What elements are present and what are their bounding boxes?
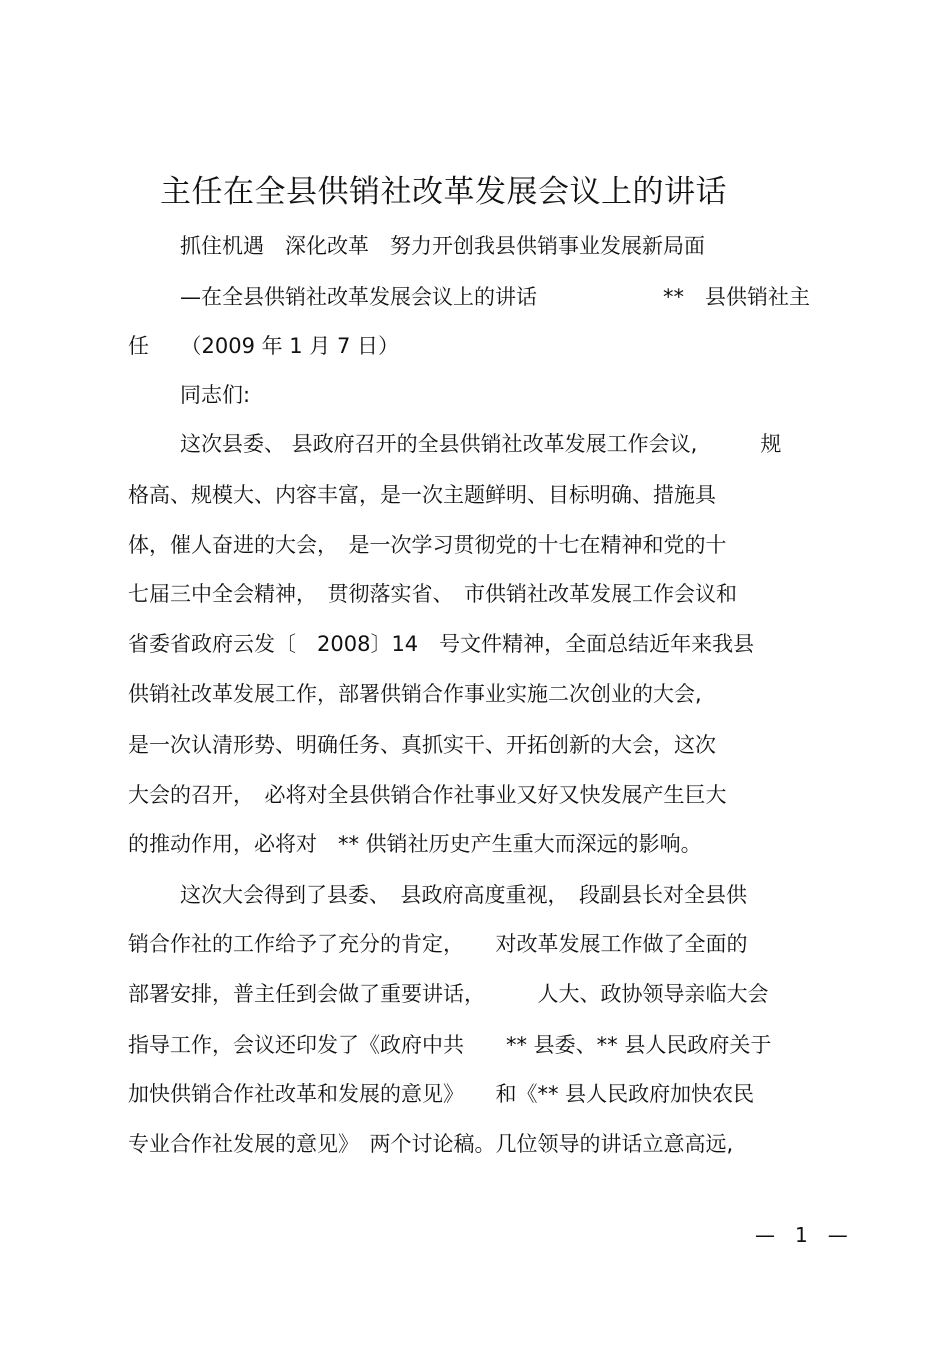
byline-line-2: 任 （2009 年 1 月 7 日） <box>128 334 400 358</box>
paragraph-line: 的推动作用，必将对 ** 供销社历史产生重大而深远的影响。 <box>128 832 702 856</box>
paragraph-line: 供销社改革发展工作，部署供销合作事业实施二次创业的大会, <box>128 682 702 706</box>
paragraph-line: 省委省政府云发〔 2008〕14 号文件精神，全面总结近年来我县 <box>128 632 755 656</box>
paragraph-line: 七届三中全会精神， 贯彻落实省、 市供销社改革发展工作会议和 <box>128 582 737 606</box>
paragraph-line: 指导工作，会议还印发了《政府中共 ** 县委、** 县人民政府关于 <box>128 1033 772 1057</box>
paragraph-line: 加快供销合作社改革和发展的意见》 和《** 县人民政府加快农民 <box>128 1082 755 1106</box>
paragraph-line: 销合作社的工作给予了充分的肯定， 对改革发展工作做了全面的 <box>128 932 748 956</box>
paragraph-line: 大会的召开， 必将对全县供销合作社事业又好又快发展产生巨大 <box>128 783 727 807</box>
paragraph-line: 部署安排，普主任到会做了重要讲话， 人大、政协领导亲临大会 <box>128 982 769 1006</box>
paragraph-line: 格高、规模大、内容丰富，是一次主题鲜明、目标明确、措施具 <box>128 483 716 507</box>
paragraph-line: 是一次认清形势、明确任务、真抓实干、开拓创新的大会，这次 <box>128 733 716 757</box>
page-number: — 1 — <box>755 1223 848 1247</box>
byline-line-1: —在全县供销社改革发展会议上的讲话 ** 县供销社主 <box>180 285 810 309</box>
paragraph-line: 专业合作社发展的意见》 两个讨论稿。几位领导的讲话立意高远, <box>128 1132 734 1156</box>
paragraph-line: 体，催人奋进的大会， 是一次学习贯彻党的十七在精神和党的十 <box>128 533 727 557</box>
document-title: 主任在全县供销社改革发展会议上的讲话 <box>160 174 727 210</box>
paragraph-line: 这次县委、 县政府召开的全县供销社改革发展工作会议, 规 <box>180 432 782 456</box>
salutation: 同志们: <box>180 383 251 407</box>
paragraph-line: 这次大会得到了县委、 县政府高度重视， 段副县长对全县供 <box>180 883 747 907</box>
document-subtitle: 抓住机遇 深化改革 努力开创我县供销事业发展新局面 <box>180 234 705 258</box>
